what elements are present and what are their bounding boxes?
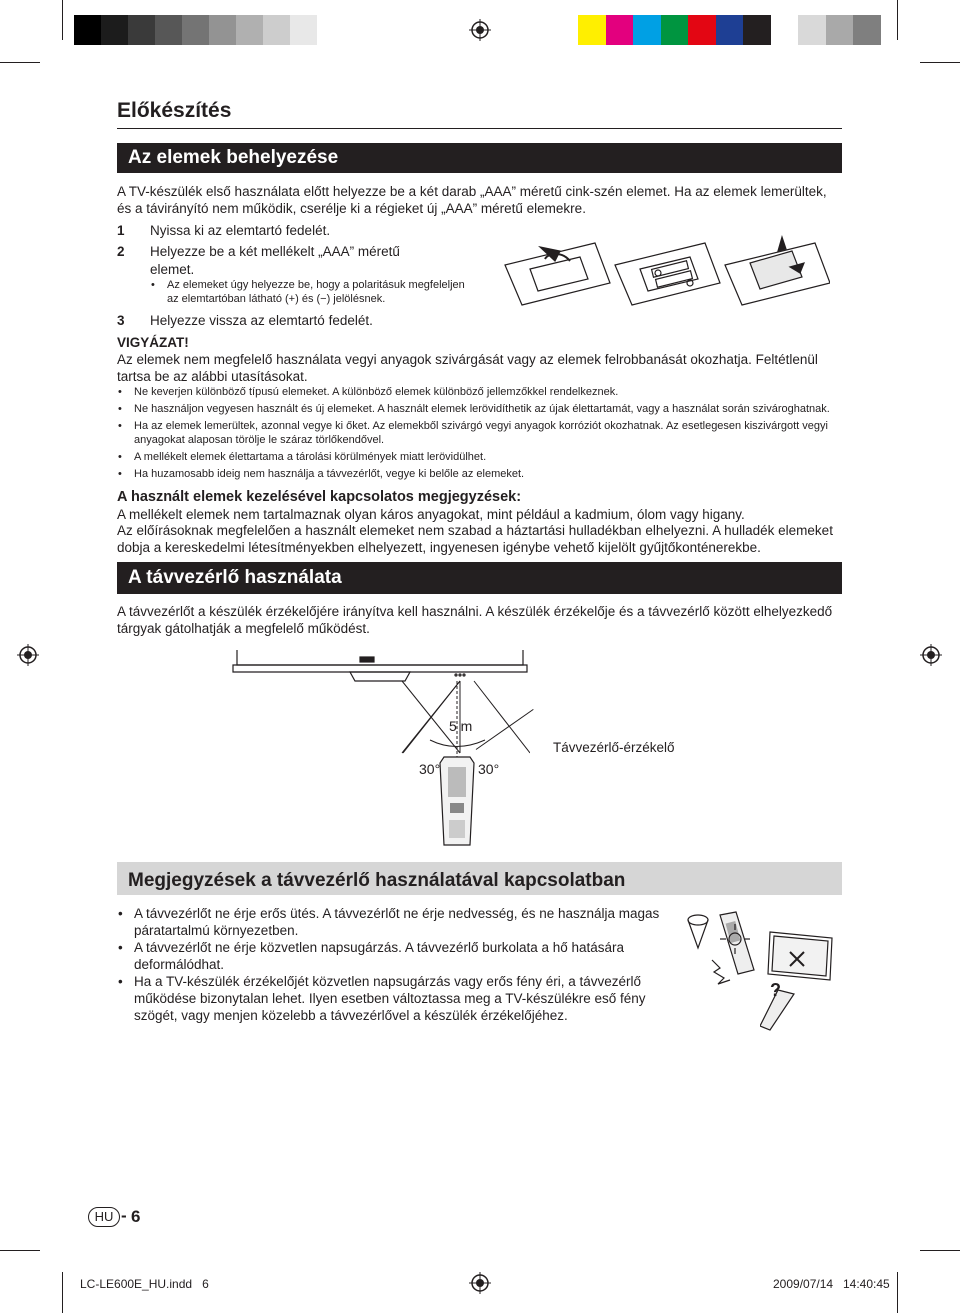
remote-range-diagram — [230, 645, 530, 855]
language-badge-text: HU — [94, 1209, 114, 1224]
gray-swatch — [263, 15, 290, 45]
registration-mark-icon — [469, 19, 491, 41]
remote-section-heading: A távvezérlő használata — [117, 562, 842, 594]
gray-swatch — [74, 15, 101, 45]
list-item: • Ha az elemek lemerültek, azonnal vegye ki őket. Az elemekből szivárgó vegyi anyagok korróziót okozhatnak. Az esetlegesen kiszivárgott vegyi anyagokat alaposan törölje le száraz törlőkendővel. — [117, 419, 842, 447]
battery-section-heading: Az elemek behelyezése — [117, 143, 842, 173]
remote-control-icon — [440, 757, 474, 845]
step-text-continued: elemet. — [150, 262, 195, 277]
step-text: Nyissa ki az elemtartó fedelét. — [150, 223, 331, 238]
gray-swatch — [182, 15, 209, 45]
notes-list — [117, 905, 660, 1024]
registration-mark-icon — [920, 644, 942, 666]
page-number-separator: - — [121, 1206, 127, 1225]
crop-mark — [0, 62, 40, 63]
list-item: • A mellékelt elemek élettartama a tárolási körülmények miatt lerövidülhet. — [117, 450, 842, 464]
step-2 — [117, 243, 497, 279]
color-swatch — [633, 15, 661, 45]
title-rule — [117, 128, 842, 129]
color-swatch — [743, 15, 771, 45]
list-item: • A távvezérlőt ne érje közvetlen napsugárzás. A távvezérlő burkolata a hő hatására deformálódhat. — [117, 939, 660, 973]
remote-text: A távvezérlőt a készülék érzékelőjére irányítva kell használni. A készülék érzékelője és a távvezérlő között elhelyezkedő tárgyak gátolhatják a megfelelő működést. — [117, 604, 833, 636]
page-title: Előkészítés — [117, 99, 232, 122]
battery-insertion-illustration — [500, 233, 830, 313]
step-text: Helyezze vissza az elemtartó fedelét. — [150, 313, 373, 328]
registration-mark-icon — [469, 1272, 491, 1294]
color-swatch — [853, 15, 881, 45]
registration-mark-icon — [17, 644, 39, 666]
language-badge — [88, 1207, 120, 1227]
gray-swatch — [209, 15, 236, 45]
list-item: • Ha huzamosabb ideig nem használja a távvezérlőt, vegye ki belőle az elemeket. — [117, 467, 842, 481]
tv-bottom-edge-icon — [233, 650, 527, 681]
step-1 — [117, 222, 330, 240]
gray-swatch — [236, 15, 263, 45]
color-swatch — [826, 15, 854, 45]
crop-mark — [920, 1250, 960, 1251]
crop-mark — [897, 1272, 898, 1313]
page-number: 6 — [131, 1207, 141, 1226]
step-number: 2 — [117, 244, 125, 259]
remote-close-cover-icon — [725, 237, 830, 305]
remote-batteries-icon — [615, 243, 720, 305]
crop-mark — [62, 0, 63, 40]
crop-mark — [897, 0, 898, 40]
caution-text: Az elemek nem megfelelő használata vegyi anyagok szivárgását vagy az elemek felrobbanását okozhatja. Feltétlenül tartsa be az alábbi utasításokat. — [117, 352, 818, 384]
color-swatch — [578, 15, 606, 45]
list-item: • Ne keverjen különböző típusú elemeket. A különböző elemek különböző jellemzőkkel rendelkeznek. — [117, 385, 842, 399]
color-swatch — [688, 15, 716, 45]
gray-swatch — [290, 15, 317, 45]
caution-list — [117, 385, 842, 481]
color-swatch — [606, 15, 634, 45]
used-batteries-text-2: Az előírásoknak megfelelően a használt elemeket nem szabad a háztartási hulladékban elhelyezni. A hulladék elemeket dobja a kereskedelmi létesítményekben elhelyezett, ingyenesen igénybe vehető kijelölt gyűjtőkonténerekbe. — [117, 523, 833, 555]
list-item: • Ne használjon vegyesen használt és új elemeket. A használt elemek lerövidíthetik az újak élettartamát, vagy a használat során szivároghatnak. — [117, 402, 842, 416]
notes-section-heading: Megjegyzések a távvezérlő használatával kapcsolatban — [117, 862, 842, 895]
remote-sunlight-illustration — [760, 922, 840, 1032]
step-3 — [117, 312, 373, 330]
gray-swatch — [101, 15, 128, 45]
step-number: 3 — [117, 313, 125, 328]
footer-date: 2009/07/14 — [773, 1277, 834, 1291]
bullet-line: az elemtartóban látható (+) és (−) jelölésnek. — [167, 293, 386, 305]
bullet-line: Az elemeket úgy helyezze be, hogy a polaritásuk megfeleljen — [167, 279, 465, 291]
list-item: • A távvezérlőt ne érje erős ütés. A távvezérlőt ne érje nedvesség, és ne használja magas páratartalmú környezetben. — [117, 905, 660, 939]
sensor-label: Távvezérlő-érzékelő — [553, 740, 675, 755]
battery-intro: A TV-készülék első használata előtt helyezze be a két darab „AAA” méretű cink-szén elemet. Ha az elemek lemerültek, és a távirányító nem működik, cserélje ki a régieket új „AAA” méretű elemekre. — [117, 184, 827, 216]
color-swatch — [661, 15, 689, 45]
remote-back-open-icon — [505, 243, 610, 305]
crop-mark — [62, 1272, 63, 1313]
color-swatch — [798, 15, 826, 45]
question-mark-icon: ? — [770, 980, 781, 1000]
crop-mark — [920, 62, 960, 63]
step-number: 1 — [117, 223, 125, 238]
range-distance-label: 5 m — [449, 718, 473, 734]
used-batteries-heading: A használt elemek kezelésével kapcsolatos megjegyzések: — [117, 489, 522, 505]
caution-title: VIGYÁZAT! — [117, 335, 189, 350]
color-swatch — [716, 15, 744, 45]
step-2-bullet — [150, 278, 510, 306]
step-text: Helyezze be a két mellékelt „AAA” méretű — [150, 244, 400, 259]
color-swatch — [771, 15, 799, 45]
list-item: • Ha a TV-készülék érzékelőjét közvetlen napsugárzás vagy erős fény éri, a távvezérlő működése bizonytalan lehet. Ilyen esetben változtassa meg a TV-készülékre eső fény szögét, vagy menjen közelebb a távvezérlővel a készülék érzékelőjéhez. — [117, 973, 660, 1024]
footer-time: 14:40:45 — [843, 1277, 890, 1291]
gray-swatch — [128, 15, 155, 45]
color-calibration-bar — [578, 15, 881, 45]
range-angle-left: 30° — [419, 761, 441, 777]
crop-mark — [0, 1250, 40, 1251]
used-batteries-text-1: A mellékelt elemek nem tartalmaznak olyan káros anyagokat, mint például a kadmium, ólom vagy higany. — [117, 507, 745, 522]
footer-filename: LC-LE600E_HU.indd 6 — [80, 1277, 209, 1291]
gray-swatch — [155, 15, 182, 45]
range-angle-right: 30° — [478, 761, 500, 777]
sun-icon — [720, 924, 750, 954]
grayscale-calibration-bar — [74, 15, 317, 45]
